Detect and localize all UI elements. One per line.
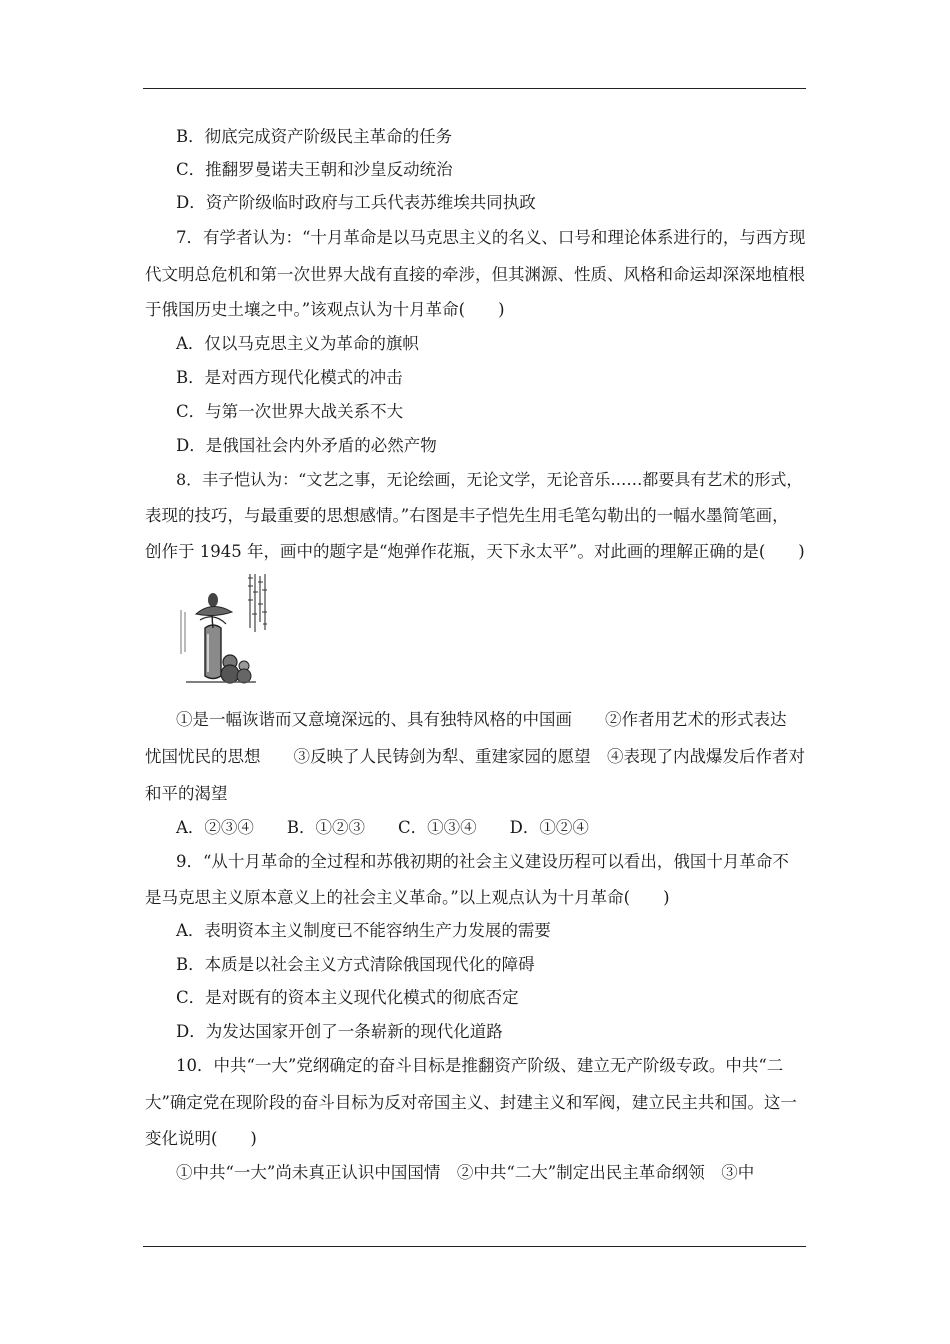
q8-options: A．②③④ B．①②③ C．①③④ D．①②④ [176, 818, 589, 837]
q7-option-d: D．是俄国社会内外矛盾的必然产物 [176, 436, 437, 455]
q10-stem-line: 变化说明( ) [145, 1129, 257, 1148]
header-rule [143, 88, 806, 89]
footer-rule [143, 1246, 806, 1247]
q7-option-a: A．仅以马克思主义为革命的旗帜 [176, 334, 419, 353]
q7-stem-line: 代文明总危机和第一次世界大战有直接的牵涉，但其渊源、性质、风格和命运却深深地植根 [145, 265, 805, 284]
q7-option-b: B．是对西方现代化模式的冲击 [176, 368, 403, 387]
ink-painting-image [172, 570, 276, 688]
q6-option-d: D．资产阶级临时政府与工兵代表苏维埃共同执政 [176, 193, 536, 212]
q8-statement-line: 忧国忧民的思想 ③反映了人民铸剑为犁、重建家园的愿望 ④表现了内战爆发后作者对 [145, 747, 805, 766]
q8-stem-line: 创作于 1945 年，画中的题字是“炮弹作花瓶，天下永太平”。对此画的理解正确的是( ) [145, 542, 805, 561]
q9-option-b: B．本质是以社会主义方式清除俄国现代化的障碍 [176, 955, 535, 974]
q7-option-c: C．与第一次世界大战关系不大 [176, 402, 404, 421]
q7-stem-line: 于俄国历史土壤之中。”该观点认为十月革命( ) [145, 300, 505, 319]
q8-stem-line: 8．丰子恺认为：“文艺之事，无论绘画，无论文学，无论音乐……都要具有艺术的形式， [176, 470, 803, 489]
q10-stem-line: 大”确定党在现阶段的奋斗目标为反对帝国主义、封建主义和军阀，建立民主共和国。这一 [145, 1093, 797, 1112]
q9-stem-line: 9．“从十月革命的全过程和苏俄初期的社会主义建设历程可以看出，俄国十月革命不 [176, 852, 789, 871]
q6-option-b: B．彻底完成资产阶级民主革命的任务 [176, 127, 453, 146]
q10-statement-line: ①中共“一大”尚未真正认识中国国情 ②中共“二大”制定出民主革命纲领 ③中 [176, 1163, 755, 1182]
q9-option-c: C．是对既有的资本主义现代化模式的彻底否定 [176, 988, 519, 1007]
q9-option-d: D．为发达国家开创了一条崭新的现代化道路 [176, 1022, 503, 1041]
q9-stem-line: 是马克思主义原本意义上的社会主义革命。”以上观点认为十月革命( ) [145, 888, 670, 907]
q7-stem-line: 7．有学者认为：“十月革命是以马克思主义的名义、口号和理论体系进行的，与西方现 [176, 228, 806, 247]
q9-option-a: A．表明资本主义制度已不能容纳生产力发展的需要 [176, 921, 551, 940]
q8-stem-line: 表现的技巧，与最重要的思想感情。”右图是丰子恺先生用毛笔勾勒出的一幅水墨简笔画， [145, 506, 789, 525]
q6-option-c: C．推翻罗曼诺夫王朝和沙皇反动统治 [176, 160, 453, 179]
q8-statement-line: ①是一幅诙谐而又意境深远的、具有独特风格的中国画 ②作者用艺术的形式表达 [176, 710, 787, 729]
q10-stem-line: 10．中共“一大”党纲确定的奋斗目标是推翻资产阶级、建立无产阶级专政。中共“二 [176, 1056, 784, 1075]
q8-statement-line: 和平的渴望 [145, 784, 228, 803]
